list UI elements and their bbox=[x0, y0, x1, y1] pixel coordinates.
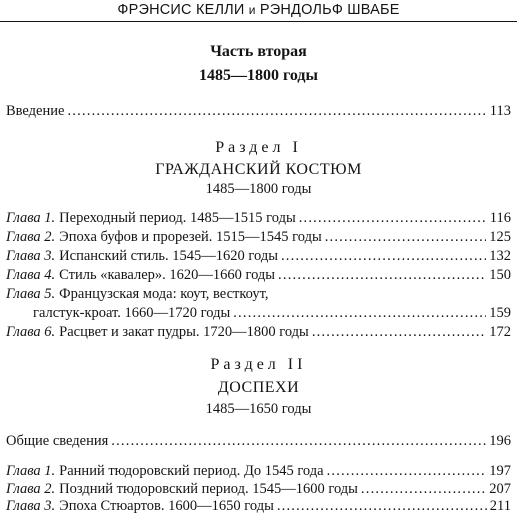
toc-entry-title: Испанский стиль. 1545—1620 годы bbox=[59, 248, 278, 264]
toc-chapter-prefix: Глава 1. bbox=[6, 210, 56, 226]
section-2-label: Раздел II bbox=[210, 356, 307, 373]
toc-entry-title: Стиль «кавалер». 1620—1660 годы bbox=[59, 267, 276, 283]
toc-entry-title: Эпоха Стюартов. 1600—1650 годы bbox=[59, 498, 274, 514]
toc-entry-title: Ранний тюдоровский период. До 1545 года bbox=[59, 463, 324, 479]
toc-entry-page: 132 bbox=[489, 248, 511, 264]
section-1-label: Раздел I bbox=[215, 139, 302, 156]
toc-leader-dots bbox=[281, 247, 486, 266]
toc-entry-s1-ch4[interactable] bbox=[6, 266, 511, 285]
toc-entry-intro[interactable] bbox=[6, 102, 511, 121]
toc-entry-page: 125 bbox=[489, 229, 511, 245]
toc-entry-s2-ch1[interactable] bbox=[6, 462, 511, 481]
toc-entry-title: Введение bbox=[6, 103, 65, 119]
toc-entry-title: Эпоха буфов и прорезей. 1515—1545 годы bbox=[59, 229, 322, 245]
toc-entry-title: Переходный период. 1485—1515 годы bbox=[59, 210, 296, 226]
toc-chapter-prefix: Глава 5. bbox=[6, 286, 56, 302]
toc-entry-page: 211 bbox=[489, 498, 511, 514]
header-rule bbox=[0, 21, 517, 22]
running-head-authors-1: ФРЭНСИС КЕЛЛИ bbox=[117, 2, 245, 18]
toc-entry-page: 159 bbox=[489, 305, 511, 321]
toc-entry-page: 197 bbox=[489, 463, 511, 479]
part-years: 1485—1800 годы bbox=[199, 67, 318, 84]
toc-entry-s2-ch3[interactable] bbox=[6, 497, 511, 516]
part-title: Часть вторая bbox=[210, 43, 307, 60]
section-2-name: ДОСПЕХИ bbox=[217, 379, 300, 396]
toc-entry-page: 207 bbox=[489, 481, 511, 497]
toc-chapter-prefix: Глава 1. bbox=[6, 463, 56, 479]
section-2-years: 1485—1650 годы bbox=[205, 401, 312, 417]
toc-leader-dots bbox=[111, 432, 486, 451]
toc-entry-page: 196 bbox=[489, 433, 511, 449]
toc-chapter-prefix: Глава 6. bbox=[6, 324, 56, 340]
section-1-name: ГРАЖДАНСКИЙ КОСТЮМ bbox=[155, 161, 362, 178]
running-head-conjunction: и bbox=[248, 3, 256, 17]
toc-leader-dots bbox=[327, 462, 487, 481]
toc-leader-dots bbox=[325, 228, 487, 247]
toc-chapter-prefix: Глава 4. bbox=[6, 267, 56, 283]
toc-entry-title-continued: галстук-кроат. 1660—1720 годы bbox=[33, 305, 231, 321]
toc-chapter-prefix: Глава 3. bbox=[6, 498, 56, 514]
toc-chapter-prefix: Глава 3. bbox=[6, 248, 56, 264]
toc-entry-page: 150 bbox=[489, 267, 511, 283]
toc-entry-s2-general[interactable] bbox=[6, 432, 511, 451]
toc-entry-s1-ch5-cont[interactable] bbox=[33, 304, 511, 323]
toc-entry-title: Французская мода: коут, весткоут, bbox=[59, 286, 269, 302]
toc-entry-s1-ch2[interactable] bbox=[6, 228, 511, 247]
toc-entry-page: 113 bbox=[489, 103, 511, 119]
toc-entry-title: Поздний тюдоровский период. 1545—1600 годы bbox=[59, 481, 358, 497]
toc-chapter-prefix: Глава 2. bbox=[6, 481, 56, 497]
toc-leader-dots bbox=[233, 304, 486, 323]
toc-leader-dots bbox=[312, 323, 486, 342]
toc-leader-dots bbox=[278, 266, 486, 285]
toc-chapter-prefix: Глава 2. bbox=[6, 229, 56, 245]
toc-leader-dots bbox=[67, 102, 486, 121]
toc-entry-title: Расцвет и закат пудры. 1720—1800 годы bbox=[59, 324, 309, 340]
toc-entry-s1-ch3[interactable] bbox=[6, 247, 511, 266]
toc-entry-s1-ch5[interactable] bbox=[6, 285, 511, 304]
toc-entry-s1-ch6[interactable] bbox=[6, 323, 511, 342]
section-1-years: 1485—1800 годы bbox=[205, 181, 312, 197]
toc-leader-dots bbox=[277, 497, 487, 516]
toc-entry-s1-ch1[interactable] bbox=[6, 209, 511, 228]
toc-entry-title: Общие сведения bbox=[6, 433, 109, 449]
toc-entry-page: 172 bbox=[489, 324, 511, 340]
toc-leader-dots bbox=[299, 209, 487, 228]
toc-entry-page: 116 bbox=[489, 210, 511, 226]
running-head-authors-2: РЭНДОЛЬФ ШВАБЕ bbox=[259, 2, 400, 18]
